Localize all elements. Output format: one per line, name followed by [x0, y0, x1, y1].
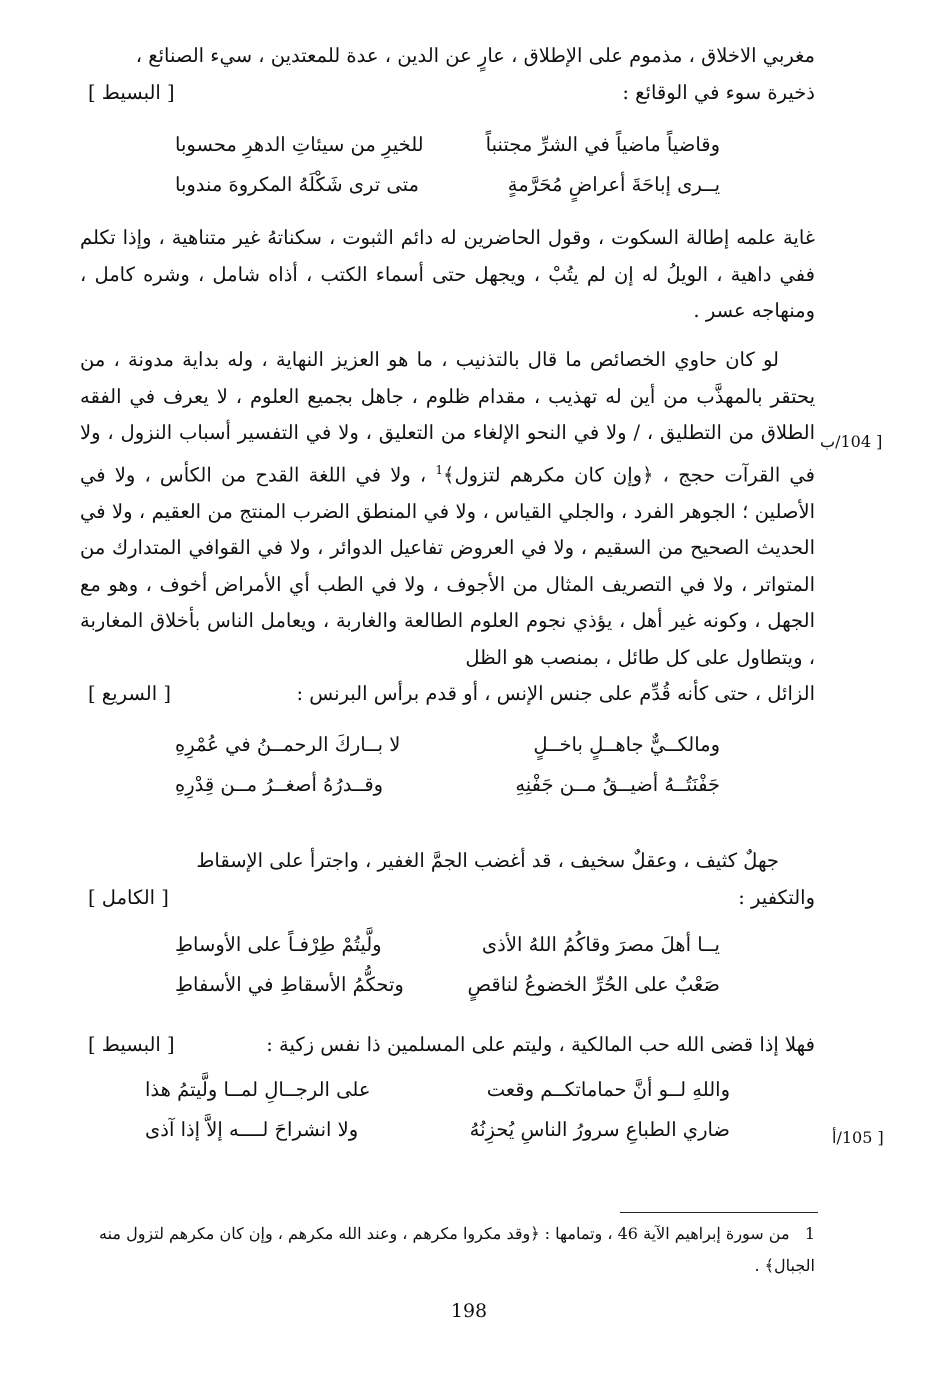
- verse-line: [175, 125, 720, 165]
- paragraph-2-part-b: ، ولا في اللغة القدح من الكأس ، ولا في الأصلين ؛ الجوهر الفرد ، والجلي القياس ، ولا في المنطق الضرب المنتج من العقيم ، ولا في الحديث الصحيح من السقيم ، ولا في العروض تفاعيل الدوائر ، ولا في القوافي المتدارك من المتواتر ، ولا في التصريف المثال من الأجوف ، ولا في الطب أي الأمراض أخوف ، وهو مع الجهل ، وكونه غير أهل ، يؤذي نجوم العلوم الطالعة والغاربة ، ويعامل الناس بأخلاق المغاربة ، ويتطاول على كل طائل ، بمنصب هو الظل: [80, 463, 815, 669]
- paragraph-1-text: غاية علمه إطالة السكوت ، وقول الحاضرين له دائم الثبوت ، سكناتهُ غير متناهية ، وإذا تكلم ففي داهية ، الويلُ له إن لم يتُبْ ، ويجهل حتى أسماء الكتب ، أذاه شامل ، وشره كامل ، ومنهاجه عسر .: [80, 226, 815, 322]
- paragraph-3-line-2: [80, 880, 815, 917]
- intro-line-1: مغربي الاخلاق ، مذموم على الإطلاق ، عارٍ عن الدين ، عدة للمعتدين ، سيء الصنائع ،: [135, 44, 815, 67]
- footnote-number: 1: [804, 1224, 815, 1243]
- verse-line: [175, 165, 720, 205]
- footnote-reference: 1: [435, 462, 444, 477]
- verse-hemistich-second: متى ترى شَكْلَهُ المكروهَ مندوبا: [175, 173, 419, 196]
- verse-line: [145, 1110, 730, 1150]
- verse-line: [175, 925, 720, 965]
- verse-line: [175, 965, 720, 1005]
- verse-hemistich-first: يــرى إباحَةَ أعراضٍ مُحَرَّمةٍ: [507, 173, 720, 196]
- verse-hemistich-second: وقــدرُهُ أصغــرُ مــن قِدْرِهِ: [175, 773, 384, 796]
- paragraph-1: [80, 220, 815, 330]
- paragraph-2-text: [80, 342, 815, 676]
- verse-hemistich-second: لا بــاركَ الرحمــنُ في عُمْرِهِ: [175, 733, 401, 756]
- verse-hemistich-second: على الرجــالِ لمــا ولَّيتمُ هذا: [145, 1078, 371, 1101]
- verse-hemistich-second: وتحكُّمُ الأسقاطِ في الأسفاطِ: [175, 973, 404, 996]
- verse-hemistich-second: ولَّيتُمْ طِرْفـاً على الأوساطِ: [175, 933, 382, 956]
- verse-hemistich-first: صَعْبٌ على الحُرِّ الخضوعُ لناقصٍ: [467, 973, 720, 996]
- intro-line-2-text: ذخيرة سوء في الوقائع :: [622, 80, 815, 104]
- footnote-text: من سورة إبراهيم الآية 46 ، وتمامها : ﴿وقد مكروا مكرهم ، وعند الله مكرهم ، وإن كان مكرهم لتزول منه الجبال﴾ .: [99, 1224, 815, 1275]
- verse-hemistich-first: يــا أهلَ مصرَ وقاكُمُ اللهُ الأذى: [481, 933, 720, 956]
- verse-block-1: [175, 125, 720, 205]
- verse-hemistich-first: واللهِ لــو أنَّ حماماتكــم وقعت: [486, 1078, 730, 1101]
- paragraph-3: [80, 843, 815, 916]
- verse-hemistich-first: وقاضياً ماضياً في الشرِّ مجتنباً: [485, 133, 720, 156]
- paragraph-4: [80, 1027, 815, 1064]
- paragraph-4-text: فهلا إذا قضى الله حب المالكية ، وليتم على المسلمين ذا نفس زكية :: [266, 1033, 815, 1056]
- verse-hemistich-second: ولا انشراحَ لــــه إلاَّ إذا آذى: [145, 1118, 359, 1141]
- paragraph-3-line-1: جهلٌ كثيف ، وعقلٌ سخيف ، قد أغضب الجمَّ الغفير ، واجترأ على الإسقاط: [196, 849, 779, 872]
- footnote: [80, 1218, 815, 1282]
- paragraph-4-line: [80, 1027, 815, 1064]
- verse-hemistich-second: للخيرِ من سيئاتِ الدهرِ محسوبا: [175, 133, 424, 156]
- footnote-separator: [620, 1212, 818, 1213]
- meter-label-basit: [ البسيط ]: [88, 1033, 175, 1056]
- paragraph-2-last-line-text: الزائل ، حتى كأنه قُدِّم على جنس الإنس ، أو قدم برأس البرنس :: [296, 682, 815, 705]
- paragraph-2-part-a: لو كان حاوي الخصائص ما قال بالتذنيب ، ما هو العزيز النهاية ، وله بداية مدونة ، من يحتقر بالمهذَّب من أين له تهذيب ، مقدام ظلوم ، جاهل بجميع العلوم ، لا يعرف في الفقه الطلاق من التطليق ، / ولا في النحو الإلغاء من التعليق ، ولا في التفسير أسباب النزول ، ولا في القرآت حجج ، ﴿وإن كان مكرهم لتزول﴾: [80, 348, 815, 486]
- paragraph-3-line-2-text: والتكفير :: [738, 885, 815, 909]
- meter-label-basit: [ البسيط ]: [88, 80, 175, 104]
- verse-hemistich-first: ومالكــيٌّ جاهــلٍ باخــلٍ: [533, 733, 720, 756]
- paragraph-2-last-line: [80, 676, 815, 713]
- verse-line: [175, 765, 720, 805]
- verse-block-3: [175, 925, 720, 1005]
- meter-label-sari: [ السريع ]: [88, 682, 171, 705]
- folio-marker-105a: [ 105/أ: [832, 1128, 884, 1147]
- page-number: 198: [450, 1300, 488, 1322]
- folio-marker-104b: [ 104/ب: [820, 432, 883, 451]
- intro-line-2: [80, 75, 815, 112]
- verse-hemistich-first: ضاري الطباعِ سرورُ الناسِ يُحزِنُهُ: [469, 1118, 730, 1141]
- verse-block-2: [175, 725, 720, 805]
- verse-hemistich-first: جَفْنَتُــهُ أضيــقُ مــن جَفْنِهِ: [515, 773, 720, 796]
- verse-line: [145, 1070, 730, 1110]
- verse-line: [175, 725, 720, 765]
- paragraph-2: [80, 342, 815, 713]
- meter-label-kamil: [ الكامل ]: [88, 885, 169, 909]
- verse-block-4: [145, 1070, 730, 1150]
- intro-paragraph: [80, 38, 815, 111]
